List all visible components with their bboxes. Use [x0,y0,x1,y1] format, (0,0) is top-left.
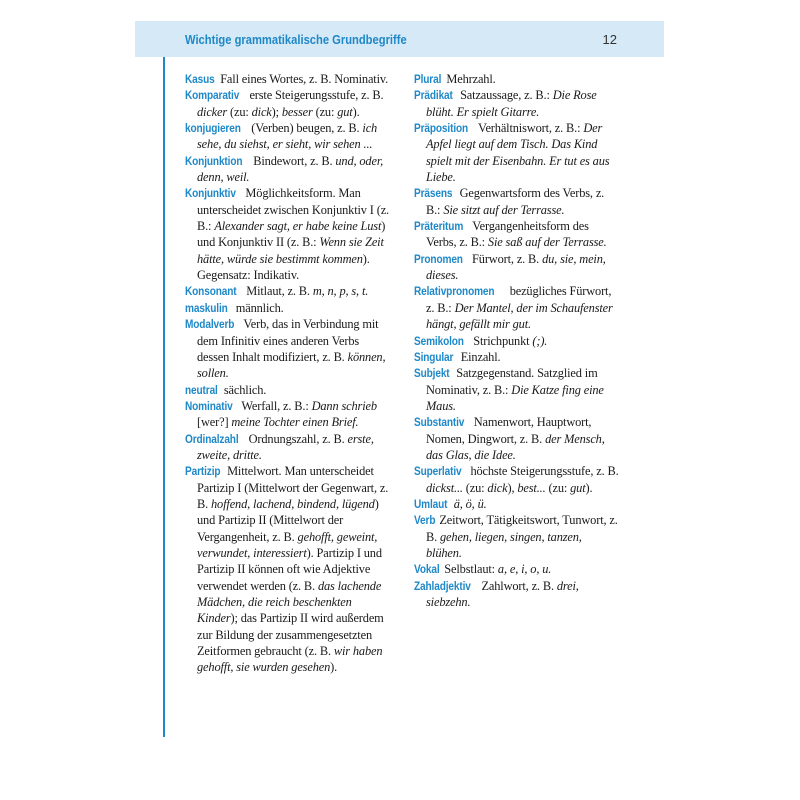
glossary-term: Nominativ [185,398,233,413]
definition-text: Einzahl. [460,349,501,364]
example-text: gehen, liegen, singen, tanzen, blühen. [426,529,582,560]
example-text: drei, siebzehn. [426,578,579,609]
example-text: dickst... [426,480,463,495]
glossary-term: Singular [414,349,454,364]
glossary-entry [414,87,620,120]
example-text: gut [570,480,586,495]
definition-text: Möglichkeitsform. Man unterscheidet zwischen Konjunktiv I (z. B.: [197,186,389,234]
glossary-entry [414,349,620,365]
definition-text: Mehrzahl. [446,72,496,86]
glossary-entry [185,120,390,153]
glossary-column-right [414,71,620,610]
glossary-entry [185,382,390,398]
glossary-entry [414,218,620,251]
page-title: Wichtige grammatikalische Grundbegriffe [185,32,407,47]
glossary-entry [414,496,620,512]
glossary-entry [414,283,620,332]
glossary-term: Umlaut [414,496,448,511]
glossary-term: Ordinalzahl [185,431,239,446]
glossary-entry [185,283,390,299]
definition-text: Verhältniswort, z. B.: [478,121,584,136]
example-text: besser [281,104,313,119]
definition-text: ). [585,480,593,495]
glossary-term: Konjunktion [185,153,243,168]
example-text: meine Tochter einen Brief. [231,415,359,430]
glossary-term: Präposition [414,121,469,136]
glossary-term: Vokal [414,562,440,577]
definition-text: Mitlaut, z. B. [246,284,313,299]
glossary-entry [185,316,390,381]
glossary-term: Prädikat [414,88,453,103]
definition-text: Ordnungszahl, z. B. [248,431,348,446]
glossary-entry [185,153,390,186]
definition-text: Verb, das in Verbindung mit dem Infinitiv eines anderen Verbs dessen Inhalt modifiziert, z. B. [197,317,379,364]
definition-text: ). Partizip I und Partizip II können oft wie Adjektive verwendet werden (z. B. [197,545,382,593]
definition-text: Namenwort, Hauptwort, Nomen, Dingwort, z. B. [426,415,592,446]
example-text: Sie sitzt auf der Terrasse. [443,202,565,217]
glossary-entry [414,578,620,611]
example-text: der Mensch, das Glas, die Idee. [426,431,605,462]
glossary-entry [414,333,620,349]
example-text: können, sollen. [197,349,386,381]
example-text: Die Katze fing eine Maus. [426,382,604,413]
definition-text: Fall eines Wortes, z. B. Nominativ. [220,72,389,86]
definition-text: (zu: [462,480,488,495]
definition-text: Satzgegenstand. Satzglied im Nominativ, z. B.: [426,366,598,397]
definition-text: ). [352,104,360,119]
glossary-term: Präsens [414,186,453,201]
example-text: erste, zweite, dritte. [197,431,374,462]
glossary-term: Zahladjektiv [414,578,471,593]
page-number: 12 [602,32,617,47]
example-text: dicker [197,104,228,119]
definition-text: ) und Konjunktiv II (z. B.: [197,219,386,250]
definition-text: bezügliches Fürwort, z. B.: [426,284,612,315]
definition-text: Zahlwort, z. B. [481,578,557,593]
example-text: gut [337,104,353,119]
glossary-term: Substantiv [414,415,465,430]
glossary-entry [185,398,390,431]
glossary-term: Semikolon [414,333,464,348]
definition-text: Strichpunkt [473,333,533,348]
definition-text: ). Gegensatz: Indikativ. [197,251,370,283]
glossary-term: maskulin [185,300,228,315]
example-text: Wenn sie Zeit hätte, würde sie bestimmt kommen [197,235,384,266]
glossary-term: Partizip [185,464,221,479]
definition-text: ); das Partizip II wird außerdem zur Bildung der zusammengesetzten Zeitformen gebraucht (z. B. [197,611,384,659]
example-text: best... [517,480,546,495]
example-text: a, e, i, o, u. [497,562,552,577]
glossary-term: neutral [185,382,218,397]
glossary-entry [185,71,390,87]
glossary-entry [414,463,620,496]
definition-text: ), [507,480,518,495]
definition-text: Selbstlaut: [444,562,498,577]
glossary-entry [414,414,620,463]
glossary-entry [414,71,620,87]
glossary-term: Superlativ [414,464,462,479]
definition-text: Bindewort, z. B. [253,153,336,168]
example-text: Alexander sagt, er habe keine Lust [214,219,382,234]
glossary-entry [185,463,390,675]
definition-text: höchste Steigerungsstufe, z. B. [470,464,619,479]
example-text: Dann schrieb [311,398,377,413]
example-text: (;). [532,333,548,348]
glossary-term: konjugieren [185,121,241,136]
glossary-entry [414,561,620,577]
example-text: gehofft, geweint, verwundet, interessiert [197,529,378,560]
example-text: Der Apfel liegt auf dem Tisch. Das Kind spielt mit der Eisenbahn. Er tut es aus Liebe. [426,121,610,185]
glossary-entry [414,185,620,218]
definition-text: (zu: [312,104,338,119]
definition-text: Zeitwort, Tätigkeitswort, Tunwort, z. B. [426,513,618,544]
example-text: Die Rose blüht. Er spielt Gitarre. [426,88,597,119]
definition-text: männlich. [235,300,284,315]
definition-text: Mittelwort. Man unterscheidet Partizip I (Mittelwort der Gegenwart, z. B. [197,464,389,511]
example-text: das lachende Mädchen, die reich beschenkten Kinder [197,578,382,626]
example-text: ä, ö, ü. [453,496,487,511]
glossary-entry [185,431,390,464]
example-text: wir haben gehofft, sie wurden gesehen [197,644,383,675]
example-text: du, sie, mein, dieses. [426,251,606,283]
definition-text: (Verben) beugen, z. B. [251,121,363,136]
definition-text: Satzaussage, z. B.: [460,88,553,103]
definition-text: [wer?] [197,415,232,430]
page-header [135,21,664,57]
example-text: m, n, p, s, t. [312,284,369,299]
glossary-term: Verb [414,513,436,528]
example-text: Der Mantel, der im Schaufenster hängt, gefällt mir gut. [426,300,613,332]
glossary-term: Plural [414,72,442,86]
glossary-entry [185,87,390,120]
example-text: dick [251,104,272,119]
left-margin-rule [163,57,165,737]
glossary-term: Modalverb [185,317,235,332]
definition-text: Werfall, z. B.: [241,398,312,413]
glossary-term: Komparativ [185,88,240,103]
glossary-term: Subjekt [414,366,450,381]
glossary-entry [414,365,620,414]
glossary-term: Präteritum [414,219,464,234]
glossary-entry [185,185,390,283]
glossary-column-left [185,71,390,676]
glossary-term: Konjunktiv [185,186,236,201]
definition-text: (zu: [545,480,571,495]
glossary-entry [414,512,620,561]
example-text: Sie saß auf der Terrasse. [487,235,607,250]
example-text: ich sehe, du siehst, er sieht, wir sehen ... [197,121,378,152]
definition-text: Gegenwartsform des Verbs, z. B.: [426,186,605,217]
definition-text: ) und Partizip II (Mittelwort der Vergangenheit, z. B. [197,496,379,544]
glossary-term: Pronomen [414,251,463,266]
definition-text: Fürwort, z. B. [472,251,543,266]
definition-text: (zu: [227,104,252,119]
glossary-entry [414,251,620,284]
glossary-entry [185,300,390,316]
glossary-term: Konsonant [185,284,237,299]
definition-text: erste Steigerungsstufe, z. B. [249,88,384,103]
glossary-entry [414,120,620,185]
glossary-term: Relativpronomen [414,284,495,299]
example-text: und, oder, denn, weil. [197,153,384,185]
definition-text: Vergangenheitsform des Verbs, z. B.: [426,219,589,250]
example-text: dick [487,480,508,495]
definition-text: ). [330,660,338,675]
example-text: hoffend, lachend, bindend, lügend [211,496,375,511]
definition-text: sächlich. [223,382,267,397]
definition-text: ); [271,104,282,119]
glossary-term: Kasus [185,72,215,86]
